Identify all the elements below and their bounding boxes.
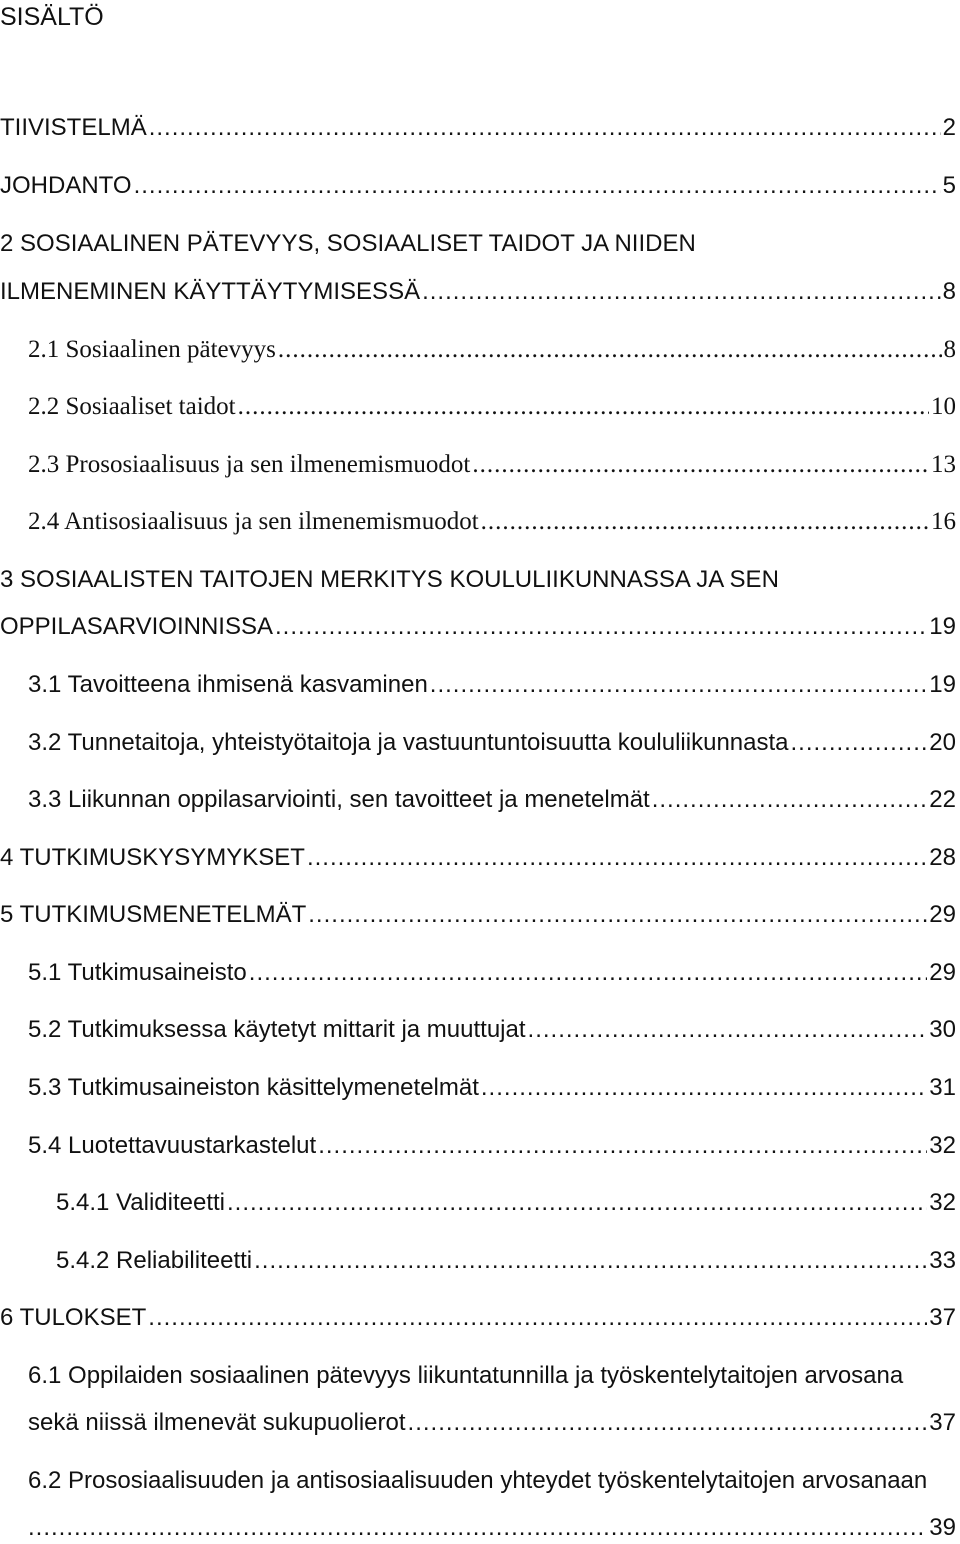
toc-entry-page: 29 <box>929 901 956 928</box>
toc-entry-chapter-5[interactable] <box>0 899 956 931</box>
toc-entry-title: 5.4 Luotettavuustarkastelut <box>28 1132 317 1159</box>
toc-entry-page: 31 <box>929 1074 956 1101</box>
toc-leader <box>472 449 929 481</box>
toc-entry-page: 13 <box>931 451 956 478</box>
toc-entry-2-1[interactable] <box>28 334 956 366</box>
toc-leader <box>134 170 941 202</box>
toc-entry-title-cont: sekä niissä ilmenevät sukupuolierot <box>28 1409 406 1436</box>
toc-leader <box>227 1187 927 1219</box>
toc-leader <box>318 1130 927 1162</box>
toc-entry-page: 10 <box>931 393 956 420</box>
toc-entry-title: TIIVISTELMÄ <box>0 114 147 141</box>
toc-entry-page: 8 <box>942 278 956 305</box>
toc-entry-page: 2 <box>942 114 956 141</box>
toc-entry-2-4[interactable] <box>28 506 956 538</box>
toc-entry-chapter-2-line1[interactable] <box>0 228 696 260</box>
toc-leader <box>238 391 929 423</box>
toc-entry-5-3[interactable] <box>28 1072 956 1104</box>
toc-entry-chapter-4[interactable] <box>0 842 956 874</box>
toc-entry-title: 5.4.2 Reliabiliteetti <box>56 1247 253 1274</box>
toc-leader <box>148 1302 927 1334</box>
toc-entry-title: 2 SOSIAALINEN PÄTEVYYS, SOSIAALISET TAIDOT JA NIIDEN <box>0 230 696 257</box>
toc-entry-title: 6.1 Oppilaiden sosiaalinen pätevyys liikuntatunnilla ja työskentelytaitojen arvosana <box>28 1362 904 1389</box>
toc-entry-6-1[interactable] <box>28 1407 956 1439</box>
toc-entry-3-1[interactable] <box>28 669 956 701</box>
toc-entry-page: 20 <box>929 729 956 756</box>
toc-entry-3-3[interactable] <box>28 784 956 816</box>
toc-entry-chapter-3[interactable] <box>0 611 956 643</box>
toc-leader <box>278 334 942 366</box>
toc-leader <box>149 112 941 144</box>
toc-entry-title: 5.3 Tutkimusaineiston käsittelymenetelmät <box>28 1074 479 1101</box>
toc-entry-title: 6 TULOKSET <box>0 1304 147 1331</box>
toc-leader <box>254 1245 927 1277</box>
toc-entry-3-2[interactable] <box>28 727 956 759</box>
toc-entry-page: 37 <box>929 1409 956 1436</box>
toc-entry-5-4-2[interactable] <box>56 1245 956 1277</box>
toc-leader <box>791 727 928 759</box>
toc-entry-page: 19 <box>929 671 956 698</box>
toc-leader <box>275 611 927 643</box>
toc-entry-chapter-2[interactable] <box>0 276 956 308</box>
toc-leader <box>481 1072 927 1104</box>
toc-entry-page: 37 <box>929 1304 956 1331</box>
toc-entry-page: 16 <box>931 508 956 535</box>
toc-entry-page: 22 <box>929 786 956 813</box>
toc-leader <box>528 1014 928 1046</box>
toc-entry-title-cont: ILMENEMINEN KÄYTTÄYTYMISESSÄ <box>0 278 421 305</box>
page-title: SISÄLTÖ <box>0 3 104 31</box>
toc-leader <box>430 669 928 701</box>
toc-entry-title: 2.2 Sosiaaliset taidot <box>28 393 236 420</box>
toc-entry-title: 3.2 Tunnetaitoja, yhteistyötaitoja ja vastuuntuntoisuutta koululiikunnasta <box>28 729 789 756</box>
toc-leader <box>408 1407 928 1439</box>
toc-entry-5-4-1[interactable] <box>56 1187 956 1219</box>
toc-leader <box>652 784 928 816</box>
toc-entry-page: 30 <box>929 1016 956 1043</box>
toc-entry-title: 3.3 Liikunnan oppilasarviointi, sen tavoitteet ja menetelmät <box>28 786 650 813</box>
toc-entry-title: 2.4 Antisosiaalisuus ja sen ilmenemismuodot <box>28 508 479 535</box>
toc-entry-page: 8 <box>943 336 956 363</box>
toc-entry-title: 5.2 Tutkimuksessa käytetyt mittarit ja muuttujat <box>28 1016 526 1043</box>
toc-entry-6-2-line1[interactable] <box>28 1465 927 1497</box>
toc-entry-2-3[interactable] <box>28 449 956 481</box>
toc-entry-title: 5.4.1 Validiteetti <box>56 1189 225 1216</box>
toc-entry-chapter-3-line1[interactable] <box>0 564 779 596</box>
toc-entry-johdanto[interactable] <box>0 170 956 202</box>
toc-entry-title: 2.3 Prososiaalisuus ja sen ilmenemismuodot <box>28 451 471 478</box>
toc-entry-title: JOHDANTO <box>0 172 132 199</box>
toc-entry-page: 39 <box>929 1514 956 1541</box>
toc-entry-6-1-line1[interactable] <box>28 1360 903 1392</box>
toc-entry-5-1[interactable] <box>28 957 956 989</box>
toc-entry-page: 32 <box>929 1132 956 1159</box>
toc-entry-2-2[interactable] <box>28 391 956 423</box>
toc-entry-6-2[interactable] <box>28 1512 956 1544</box>
toc-leader <box>28 1512 927 1544</box>
toc-entry-title: 5.1 Tutkimusaineisto <box>28 959 247 986</box>
toc-entry-page: 29 <box>929 959 956 986</box>
toc-leader <box>307 842 927 874</box>
toc-entry-tiivistelma[interactable] <box>0 112 956 144</box>
toc-entry-page: 28 <box>929 844 956 871</box>
toc-entry-title-cont: OPPILASARVIOINNISSA <box>0 613 273 640</box>
toc-entry-title: 3.1 Tavoitteena ihmisenä kasvaminen <box>28 671 428 698</box>
toc-entry-title: 3 SOSIAALISTEN TAITOJEN MERKITYS KOULULIIKUNNASSA JA SEN <box>0 566 779 593</box>
toc-entry-title: 5 TUTKIMUSMENETELMÄT <box>0 901 307 928</box>
toc-entry-page: 19 <box>929 613 956 640</box>
toc-entry-title: 6.2 Prososiaalisuuden ja antisosiaalisuuden yhteydet työskentelytaitojen arvosanaan <box>28 1467 928 1494</box>
toc-entry-5-2[interactable] <box>28 1014 956 1046</box>
toc-entry-5-4[interactable] <box>28 1130 956 1162</box>
toc-entry-title: 2.1 Sosiaalinen pätevyys <box>28 336 276 363</box>
toc-entry-page: 5 <box>942 172 956 199</box>
toc-leader <box>481 506 929 538</box>
toc-entry-title: 4 TUTKIMUSKYSYMYKSET <box>0 844 305 871</box>
toc-entry-chapter-6[interactable] <box>0 1302 956 1334</box>
toc-leader <box>308 899 927 931</box>
toc-entry-page: 33 <box>929 1247 956 1274</box>
toc-leader <box>249 957 928 989</box>
toc-leader <box>422 276 941 308</box>
toc-entry-page: 32 <box>929 1189 956 1216</box>
